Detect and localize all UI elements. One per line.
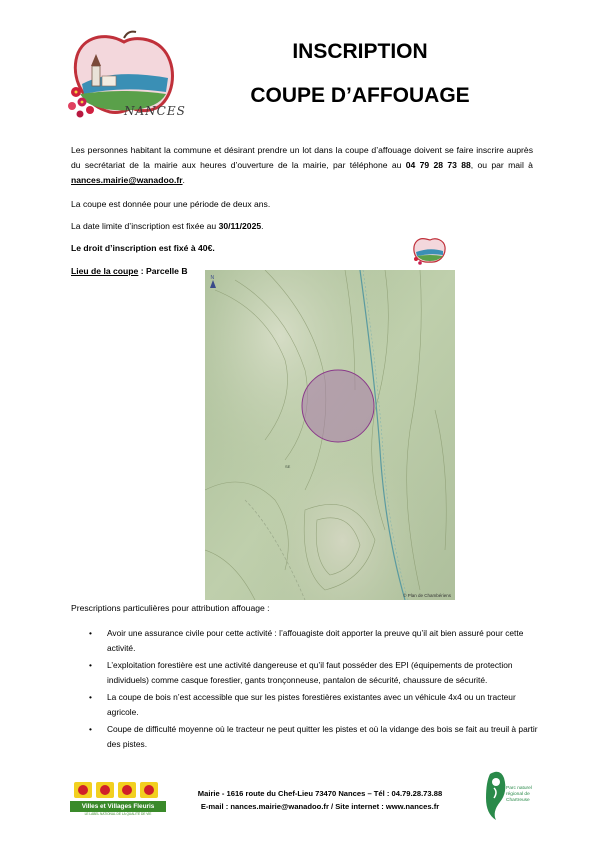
nances-logo	[62, 28, 202, 126]
bullet-text: Avoir une assurance civile pour cette activité : l’affouagiste doit apporter la preuve qu’il ait bien assuré pour cette activité.	[107, 628, 524, 653]
bullet-icon: •	[89, 692, 92, 702]
badge-title: Villes et Villages Fleuris	[70, 801, 166, 812]
small-nances-logo	[410, 235, 450, 267]
phone-number: 04 79 28 73 88	[405, 160, 471, 170]
location-label: Lieu de la coupe	[71, 266, 139, 276]
intro-middle: , ou par mail à	[470, 160, 533, 170]
flowers-icon	[74, 780, 164, 800]
bullet-icon: •	[89, 660, 92, 670]
fee-text: Le droit d’inscription est fixé à 40€.	[71, 243, 215, 253]
park-text: Parc naturel régional de Chartreuse	[506, 786, 532, 803]
email-link[interactable]: nances.mairie@wanadoo.fr	[71, 175, 183, 185]
parcel-map	[205, 270, 455, 600]
list-item	[71, 722, 541, 752]
svg-text:SE: SE	[285, 464, 291, 469]
chartreuse-park-logo	[482, 768, 532, 826]
deadline-date: 30/11/2025	[218, 221, 262, 231]
villes-fleuris-badge	[70, 780, 166, 820]
footer-contact: E-mail : nances.mairie@wanadoo.fr / Site internet : www.nances.fr	[200, 802, 440, 811]
list-item	[71, 690, 541, 720]
topographic-map	[205, 270, 455, 600]
bullet-icon: •	[89, 628, 92, 638]
page-title-line2: COUPE D’AFFOUAGE	[250, 84, 470, 107]
logo-text: NANCES	[124, 104, 186, 118]
bullet-text: Coupe de difficulté moyenne où le tracteur ne peut quitter les pistes et où la vidange des bois se fait au treuil à partir des pistes.	[107, 724, 538, 749]
badge-subtitle: LE LABEL NATIONAL DE LA QUALITÉ DE VIE	[84, 812, 152, 816]
map-credit: © Plan de Chambériens	[403, 593, 451, 598]
list-item	[71, 626, 541, 656]
intro-paragraph	[71, 143, 533, 188]
svg-text:N: N	[210, 275, 215, 281]
prescriptions-title: Prescriptions particulières pour attribution affouage :	[71, 603, 270, 613]
flower-row	[74, 780, 164, 800]
bullet-icon: •	[89, 724, 92, 734]
bullet-text: L’exploitation forestière est une activité dangereuse et qu’il faut posséder des EPI (équipements de protection individuels) comme casque forestier, gants tronçonneuse, pantalon de sécurité, chaussure de sécurité.	[107, 660, 513, 685]
page-title-line1: INSCRIPTION	[292, 40, 428, 63]
small-apple-icon	[410, 235, 450, 267]
bullet-text: La coupe de bois n’est accessible que sur les pistes forestières existantes avec un véhicule 4x4 ou un tracteur agricole.	[107, 692, 516, 717]
location-value: : Parcelle B	[138, 266, 188, 276]
list-item	[71, 658, 541, 688]
period-text: La coupe est donnée pour une période de deux ans.	[71, 199, 271, 209]
parcel-marker	[302, 370, 374, 442]
intro-text: Les personnes habitant la commune et désirant prendre un lot dans la coupe d’affouage doivent se faire inscrire auprès du secrétariat de la mairie aux heures d’ouverture de la mairie, par téléphone au	[71, 145, 533, 170]
prescriptions-list	[71, 626, 541, 754]
intro-end: .	[182, 175, 185, 185]
deadline-end: .	[261, 221, 264, 231]
deadline-text: La date limite d’inscription est fixée au	[71, 221, 219, 231]
deadline-paragraph	[71, 219, 533, 234]
footer-address: Mairie - 1616 route du Chef-Lieu 73470 Nances – Tél : 04.79.28.73.88	[197, 789, 443, 798]
